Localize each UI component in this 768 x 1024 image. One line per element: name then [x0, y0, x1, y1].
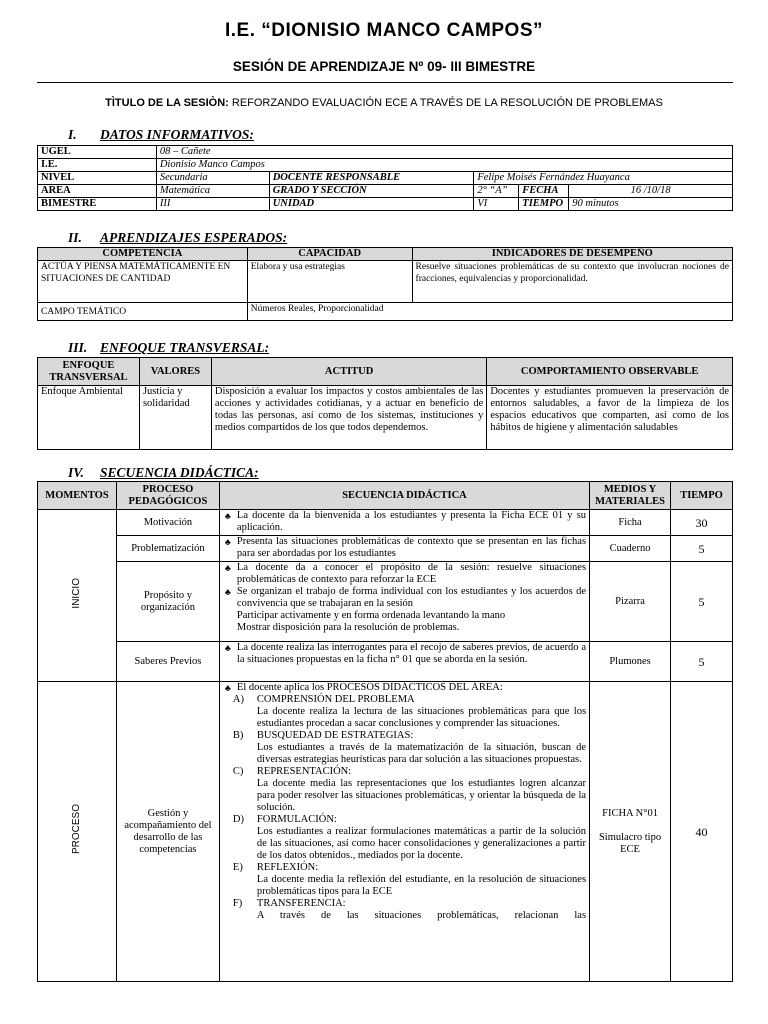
saberes-item: ♣ La docente realiza las interrogantes para el recojo de saberes previos, de acuerdo a la situaciones propuestas en la ficha n° 01 que se aborda en la sesión. — [223, 642, 586, 666]
step-c — [223, 766, 586, 778]
section-3-title: ENFOQUE TRANSVERSAL: — [100, 340, 270, 355]
problematizacion-medios: Cuaderno — [590, 536, 671, 562]
gestion-medios-2: Simulacro tipo ECE — [598, 831, 662, 855]
secuencia-header: SECUENCIA DIDÁCTICA — [219, 482, 589, 510]
proposito-sequence — [219, 562, 589, 642]
step-f-label: F) — [232, 898, 243, 909]
tiempo-value: 90 minutos — [569, 198, 733, 211]
section-2-heading — [68, 230, 287, 246]
saberes-sequence — [219, 642, 589, 682]
grado-label: GRADO Y SECCIÓN — [269, 185, 474, 198]
motivacion-process: Motivación — [116, 510, 219, 536]
bimestre-value: III — [156, 198, 269, 211]
capacidad-header: CAPACIDAD — [247, 248, 412, 261]
indicadores-header: INDICADORES DE DESEMPEÑO — [412, 248, 732, 261]
bimestre-label: BIMESTRE — [38, 198, 157, 211]
problematizacion-process: Problematización — [116, 536, 219, 562]
step-b-title: BUSQUEDAD DE ESTRATEGIAS: — [256, 730, 414, 741]
tiempo-header: TIEMPO — [671, 482, 733, 510]
step-f-body: A través de las situaciones problemáticas, relacionan las — [256, 910, 587, 921]
proceso-label: PROCESO — [70, 804, 82, 855]
nivel-label: NIVEL — [38, 172, 157, 185]
motivacion-item: ♣ La docente da la bienvenida a los estudiantes y presenta la Ficha ECE 01 y su aplicación. — [223, 510, 586, 534]
unidad-label: UNIDAD — [269, 198, 474, 211]
topic-value: REFORZANDO EVALUACIÓN ECE A TRAVÉS DE LA RESOLUCIÓN DE PROBLEMAS — [231, 97, 663, 109]
area-label: AREA — [38, 185, 157, 198]
comportamiento-header: COMPORTAMIENTO OBSERVABLE — [487, 358, 733, 386]
problematizacion-sequence — [219, 536, 589, 562]
indicadores-cell: Resuelve situaciones problemáticas de su contexto que involucran nociones de fracciones, equivalencias y proporcionalidad. — [412, 261, 732, 303]
proposito-medios: Pizarra — [590, 562, 671, 642]
problematizacion-item: ♣ Presenta las situaciones problemáticas de contexto que se presentan en las fichas para ser abordadas por los estudiantes — [223, 536, 586, 560]
motivacion-tiempo: 30 — [671, 510, 733, 536]
school-name: I.E. “DIONISIO MANCO CAMPOS” — [224, 20, 544, 41]
proposito-item-2: ♣ Se organizan el trabajo de forma individual con los estudiantes y los acuerdos de convivencia que se trabajaran en la sesión — [223, 586, 586, 610]
saberes-process: Saberes Previos — [116, 642, 219, 682]
medios-header: MEDIOS Y MATERIALES — [590, 482, 671, 510]
step-d-body: Los estudiantes a realizar formulaciones matemáticas a partir de la solución de las situaciones, así como hacer consolidaciones y generalizaciones a partir de los datos obtenidos., mediados por la docente. — [256, 826, 587, 861]
proposito-item-1: ♣ La docente da a conocer el propósito de la sesión: resuelve situaciones problemáticas de contexto para reforzar la ECE — [223, 562, 586, 586]
ugel-value: 08 – Cañete — [156, 146, 732, 159]
step-e-label: E) — [232, 862, 243, 873]
competencia-header: COMPETENCIA — [38, 248, 248, 261]
proposito-process: Propósito y organización — [116, 562, 219, 642]
actitud-header: ACTITUD — [211, 358, 486, 386]
proposito-acuerdo-1: Participar activamente y en forma ordenada levantando la mano — [236, 610, 506, 621]
topic-label: TÌTULO DE LA SESIÒN: — [105, 97, 229, 109]
step-d-label: D) — [232, 814, 244, 825]
enfoque-cell: Enfoque Ambiental — [38, 386, 140, 450]
section-1-title: DATOS INFORMATIVOS: — [100, 127, 254, 142]
step-e-body: La docente media la reflexión del estudiante, en la resolución de situaciones problemáticas tipos para la ECE — [256, 874, 587, 897]
secuencia-table — [37, 481, 733, 982]
saberes-tiempo: 5 — [671, 642, 733, 682]
gestion-medios — [590, 682, 671, 982]
step-a — [223, 694, 586, 706]
competencia-cell: ACTÚA Y PIENSA MATEMÁTICAMENTE EN SITUACIONES DE CANTIDAD — [38, 261, 248, 303]
proceso-pedagogico-header: PROCESO PEDAGÓGICOS — [116, 482, 219, 510]
step-c-label: C) — [232, 766, 244, 777]
gestion-medios-1: FICHA N°01 — [602, 807, 658, 819]
ie-label: I.E. — [38, 159, 157, 172]
step-b-label: B) — [232, 730, 244, 741]
enfoque-table — [37, 357, 733, 450]
section-4-heading — [68, 465, 259, 481]
session-title: SESIÓN DE APRENDIZAJE Nº 09- III BIMESTRE — [232, 59, 536, 74]
section-3-heading — [68, 340, 269, 356]
comportamiento-cell: Docentes y estudiantes promueven la preservación de entornos saludables, a favor de la limpieza de los espacios educativos que comparten, así como de los hábitos de higiene y alimentación saludables — [487, 386, 733, 450]
step-a-title: COMPRENSIÓN DEL PROBLEMA — [256, 694, 415, 705]
ie-value: Dionisio Manco Campos — [156, 159, 732, 172]
grado-value: 2° “A” — [474, 185, 519, 198]
motivacion-sequence — [219, 510, 589, 536]
docente-label: DOCENTE RESPONSABLE — [269, 172, 474, 185]
campo-tematico-label: CAMPO TEMÁTICO — [38, 303, 248, 321]
campo-tematico-value: Números Reales, Proporcionalidad — [247, 303, 732, 321]
step-c-body: La docente media las representaciones que los estudiantes logren alcanzar para poder resolver las situaciones problemáticas, y orientar la búsqueda de la solución. — [256, 778, 587, 813]
session-topic — [0, 97, 768, 109]
ugel-label: UGEL — [38, 146, 157, 159]
section-4-number: IV. — [68, 465, 84, 480]
proceso-moment — [38, 682, 117, 982]
section-1-number: I. — [68, 127, 77, 142]
section-2-number: II. — [68, 230, 82, 245]
step-f — [223, 898, 586, 910]
docente-value: Felipe Moisés Fernández Huayanca — [474, 172, 733, 185]
datos-informativos-table — [37, 145, 733, 211]
step-c-title: REPRESENTACIÓN: — [256, 766, 352, 777]
problematizacion-tiempo: 5 — [671, 536, 733, 562]
step-b-body: Los estudiantes a través de la matematización de la situación, buscan de diversas estrategias heurísticas para dar solución a las situaciones propuestas. — [256, 742, 587, 765]
step-e-title: REFLEXIÓN: — [256, 862, 319, 873]
momentos-header: MOMENTOS — [38, 482, 117, 510]
step-e — [223, 862, 586, 874]
unidad-value: VI — [474, 198, 519, 211]
valores-header: VALORES — [139, 358, 211, 386]
step-b — [223, 730, 586, 742]
proposito-tiempo: 5 — [671, 562, 733, 642]
fecha-label: FECHA — [519, 185, 569, 198]
gestion-tiempo: 40 — [671, 682, 733, 982]
step-d — [223, 814, 586, 826]
saberes-medios: Plumones — [590, 642, 671, 682]
enfoque-header: ENFOQUE TRANSVERSAL — [38, 358, 140, 386]
step-d-title: FORMULACIÓN: — [256, 814, 337, 825]
area-value: Matemática — [156, 185, 269, 198]
actitud-cell: Disposición a evaluar los impactos y costos ambientales de las acciones y actividades cotidianas, y a actuar en beneficio de todas las personas, así como de los sistemas, instituciones y medios compartidos de los que todos dependemos. — [211, 386, 486, 450]
valores-cell: Justicia y solidaridad — [139, 386, 211, 450]
inicio-moment — [38, 510, 117, 682]
motivacion-medios: Ficha — [590, 510, 671, 536]
section-3-number: III. — [68, 340, 88, 355]
gestion-intro: ♣ El docente aplica los PROCESOS DIDÁCTICOS DEL ÁREA: — [223, 682, 586, 694]
step-a-body: La docente realiza la lectura de las situaciones problemáticas para que los estudiantes procedan a sacar conclusiones y comprender las situaciones. — [256, 706, 587, 729]
tiempo-label: TIEMPO — [519, 198, 569, 211]
section-2-title: APRENDIZAJES ESPERADOS: — [100, 230, 288, 245]
section-4-title: SECUENCIA DIDÁCTICA: — [100, 465, 259, 480]
header-divider — [37, 82, 733, 83]
gestion-sequence — [219, 682, 589, 982]
section-1-heading — [68, 127, 254, 143]
aprendizajes-table — [37, 247, 733, 321]
capacidad-cell: Elabora y usa estrategias — [247, 261, 412, 303]
inicio-label: INICIO — [70, 578, 82, 609]
gestion-process: Gestión y acompañamiento del desarrollo de las competencias — [116, 682, 219, 982]
nivel-value: Secundaria — [156, 172, 269, 185]
fecha-value: 16 /10/18 — [569, 185, 733, 198]
proposito-acuerdo-2: Mostrar disposición para la resolución de problemas. — [236, 622, 460, 633]
step-f-title: TRANSFERENCIA: — [256, 898, 346, 909]
step-a-label: A) — [232, 694, 244, 705]
